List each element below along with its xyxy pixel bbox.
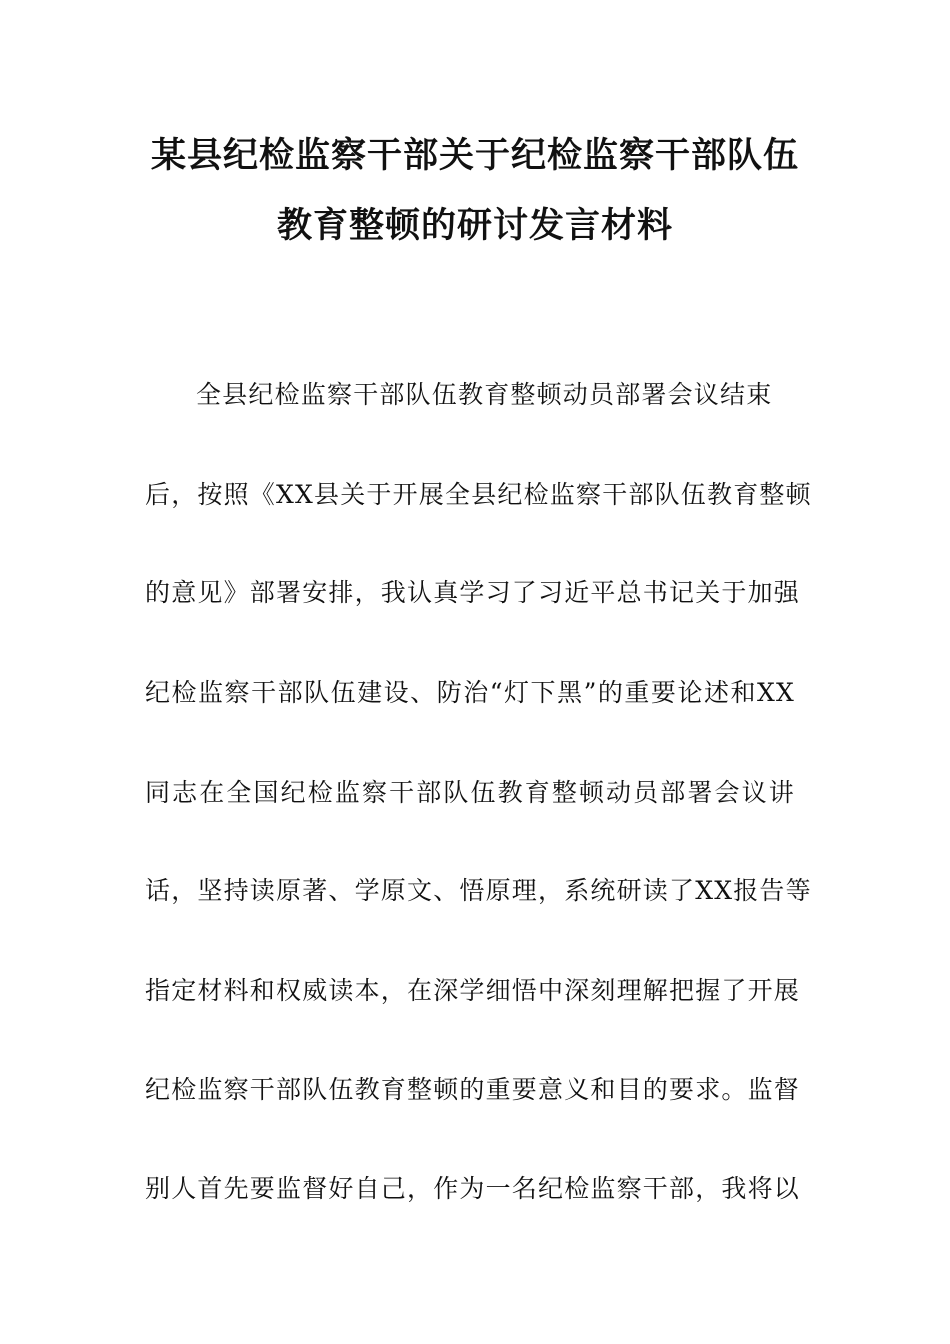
paragraph-line-2: 后，按照《XX县关于开展全县纪检监察干部队伍教育整顿 — [145, 480, 812, 509]
paragraph-line-5: 同志在全国纪检监察干部队伍教育整顿动员部署会议讲 — [145, 778, 795, 807]
paragraph-line-4: 纪检监察干部队伍建设、防治“灯下黑”的重要论述和XX — [145, 678, 795, 707]
paragraph-line-1: 全县纪检监察干部队伍教育整顿动员部署会议结束 — [196, 380, 773, 409]
paragraph-line-8: 纪检监察干部队伍教育整顿的重要意义和目的要求。监督 — [145, 1075, 801, 1104]
document-title-line-1: 某县纪检监察干部关于纪检监察干部队伍 — [150, 136, 799, 176]
paragraph-line-9: 别人首先要监督好自己，作为一名纪检监察干部，我将以 — [145, 1174, 801, 1203]
paragraph-line-7: 指定材料和权威读本，在深学细悟中深刻理解把握了开展 — [145, 976, 801, 1005]
document-title-line-2: 教育整顿的研讨发言材料 — [276, 206, 673, 246]
paragraph-line-6: 话，坚持读原著、学原文、悟原理，系统研读了XX报告等 — [145, 876, 812, 905]
paragraph-line-3: 的意见》部署安排，我认真学习了习近平总书记关于加强 — [145, 578, 801, 607]
